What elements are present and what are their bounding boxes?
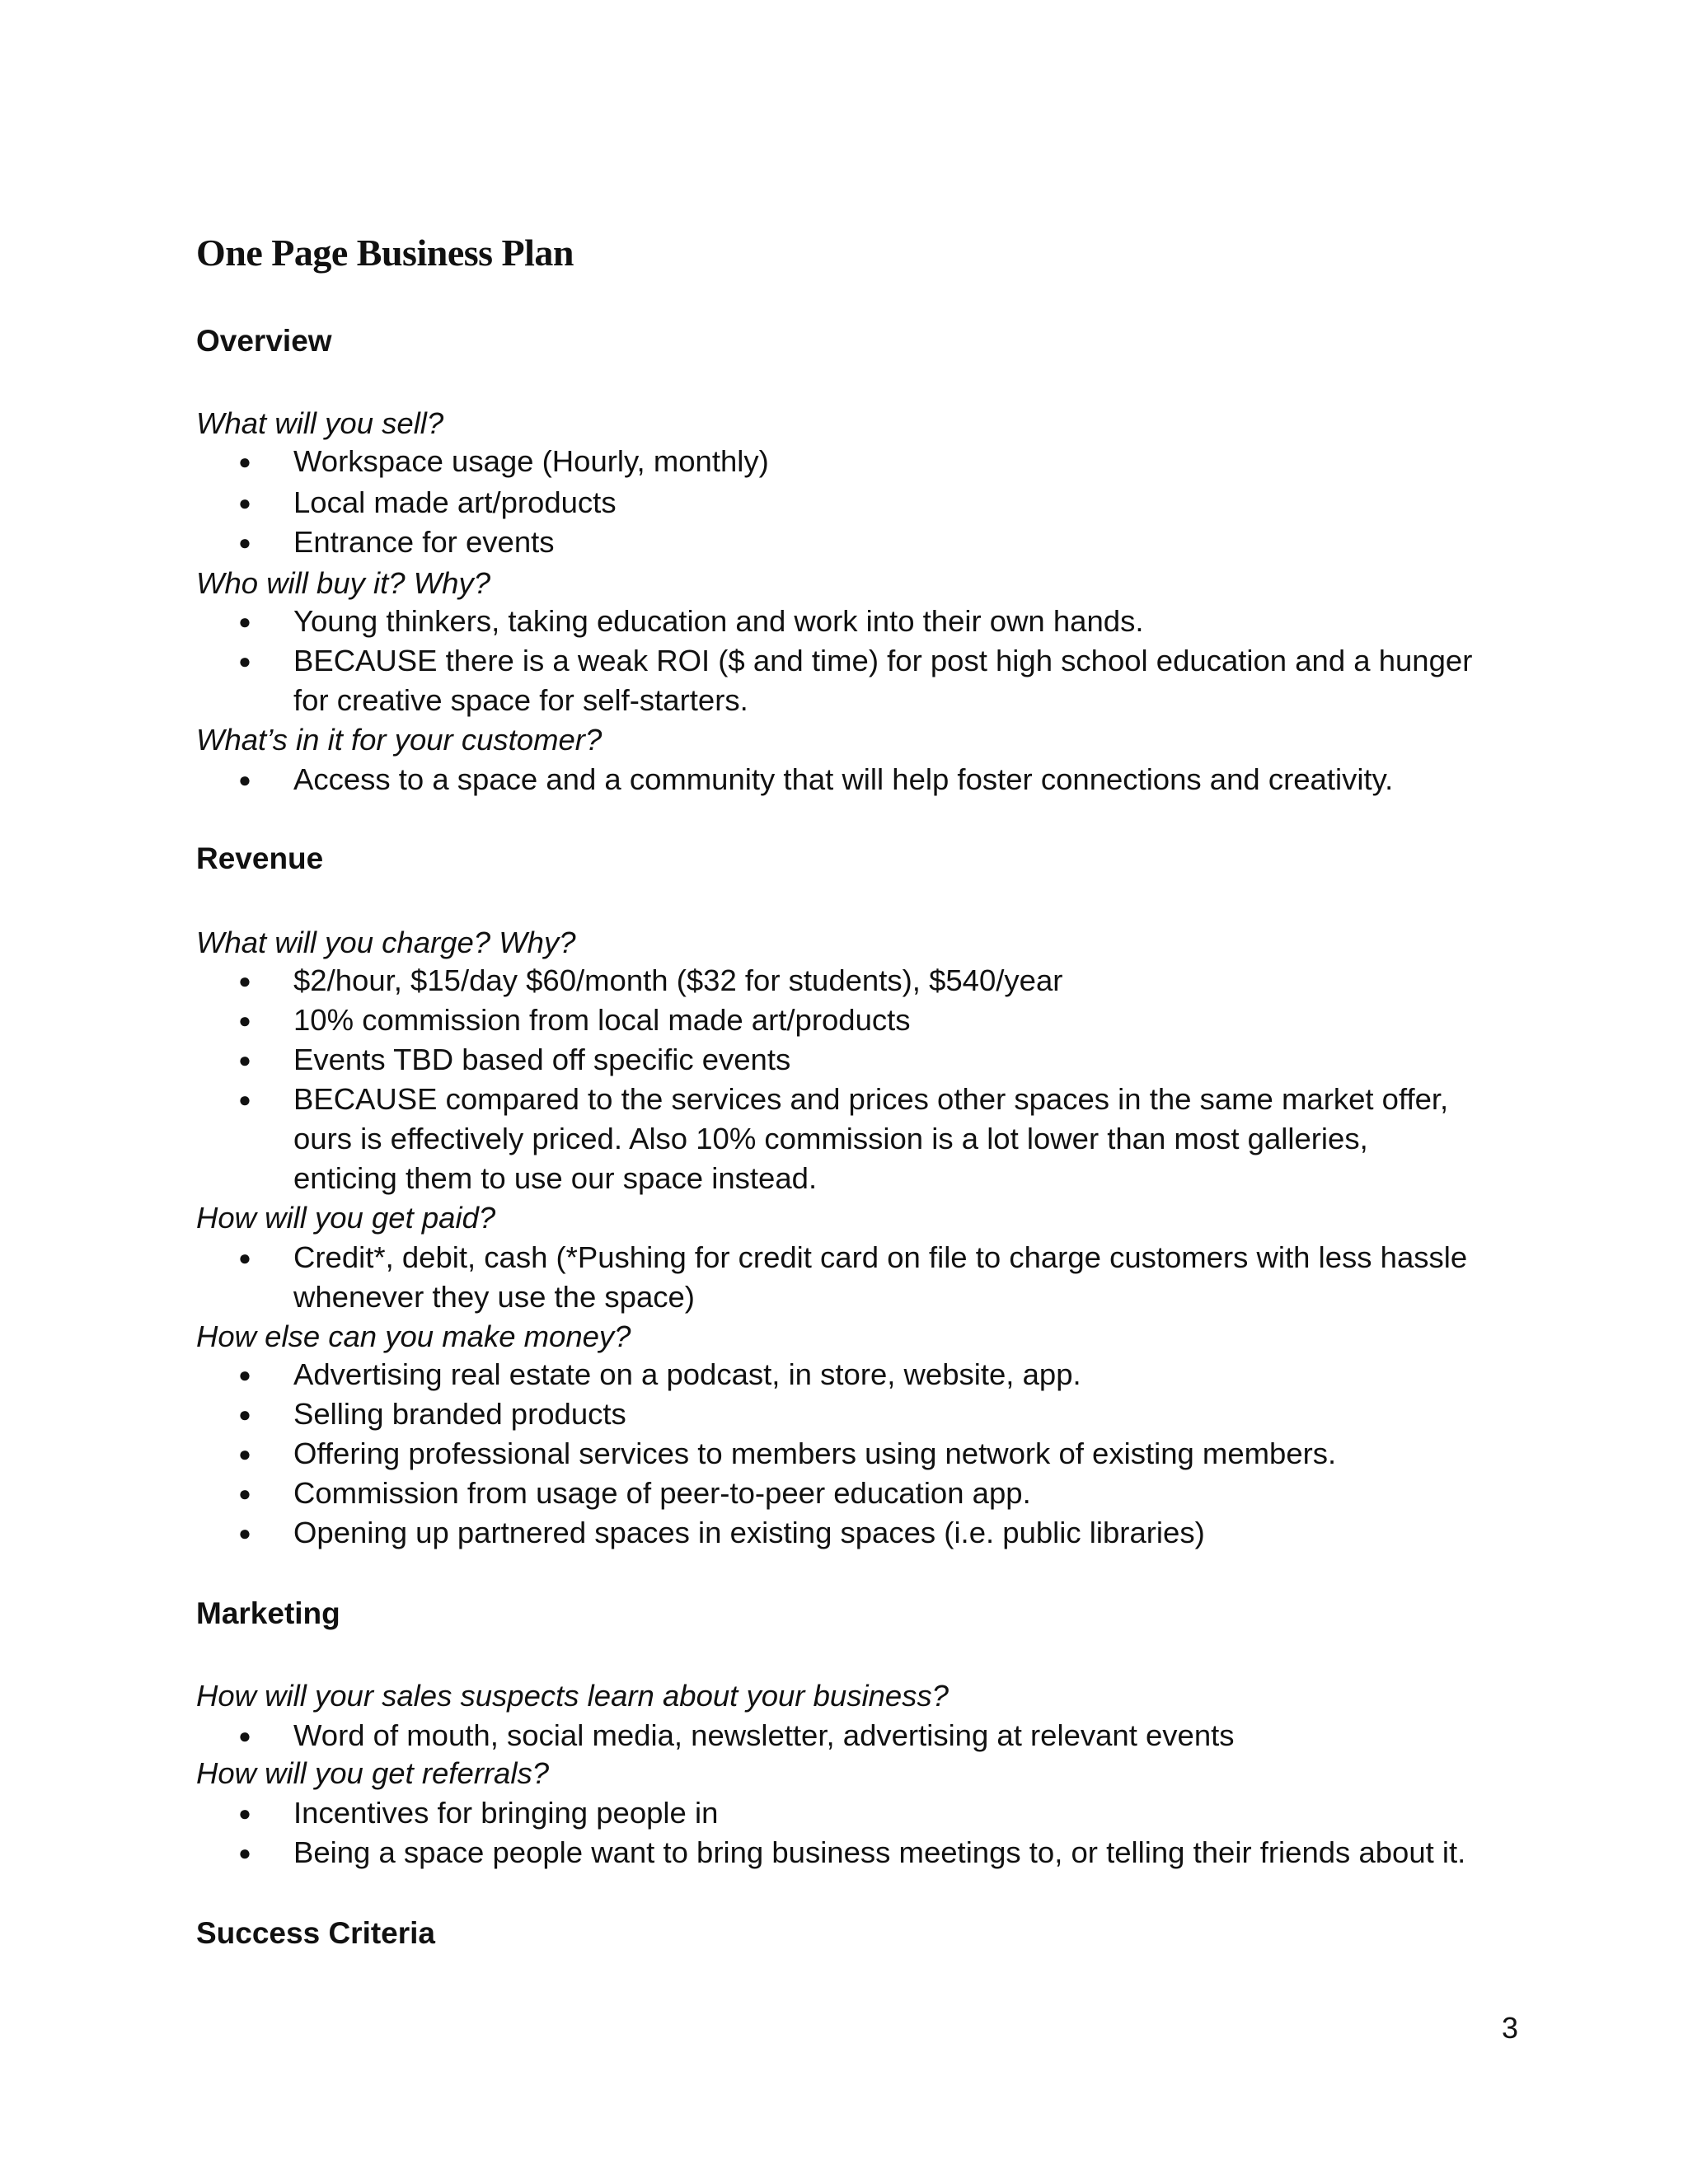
bullet-icon: ● (238, 609, 251, 634)
bullet-icon: ● (238, 1481, 251, 1506)
list-item-text: Advertising real estate on a podcast, in store, website, app. (293, 1357, 1081, 1391)
list-item-text: Offering professional services to members using network of existing members. (293, 1436, 1337, 1470)
list-item-text: BECAUSE there is a weak ROI ($ and time) for post high school education and a hunger (293, 644, 1473, 677)
bullet-icon: ● (238, 1723, 251, 1748)
bullet-icon: ● (238, 1008, 251, 1033)
section-heading-overview: Overview (196, 324, 332, 358)
bullet-icon: ● (238, 449, 251, 474)
page-number: 3 (1502, 2011, 1519, 2045)
question-whats-in-it: What’s in it for your customer? (196, 723, 603, 757)
list-item-text: $2/hour, $15/day $60/month ($32 for students), $540/year (293, 963, 1063, 997)
question-what-charge: What will you charge? Why? (196, 926, 576, 959)
list-item-continuation: enticing them to use our space instead. (293, 1161, 818, 1195)
bullet-icon: ● (238, 1087, 251, 1112)
bullet-icon: ● (238, 1245, 251, 1270)
question-make-money: How else can you make money? (196, 1319, 631, 1353)
bullet-icon: ● (238, 1441, 251, 1466)
bullet-icon: ● (238, 490, 251, 515)
list-item-text: Opening up partnered spaces in existing spaces (i.e. public libraries) (293, 1516, 1205, 1549)
question-what-sell: What will you sell? (196, 406, 444, 440)
bullet-icon: ● (238, 968, 251, 993)
list-item-text: Word of mouth, social media, newsletter, advertising at relevant events (293, 1718, 1235, 1752)
question-get-paid: How will you get paid? (196, 1201, 496, 1235)
list-item-text: Young thinkers, taking education and work into their own hands. (293, 604, 1144, 638)
question-who-buy: Who will buy it? Why? (196, 566, 490, 600)
list-item-text: Selling branded products (293, 1397, 626, 1431)
bullet-icon: ● (238, 1047, 251, 1072)
list-item-text: Incentives for bringing people in (293, 1796, 719, 1830)
list-item-continuation: for creative space for self-starters. (293, 683, 748, 717)
bullet-icon: ● (238, 530, 251, 555)
list-item-text: Credit*, debit, cash (*Pushing for credit card on file to charge customers with less hassle (293, 1240, 1468, 1274)
bullet-icon: ● (238, 767, 251, 792)
page-title: One Page Business Plan (196, 232, 574, 274)
section-heading-revenue: Revenue (196, 841, 324, 875)
list-item-continuation: whenever they use the space) (293, 1280, 695, 1314)
bullet-icon: ● (238, 1362, 251, 1387)
bullet-icon: ● (238, 1402, 251, 1427)
list-item-text: BECAUSE compared to the services and prices other spaces in the same market offer, (293, 1082, 1449, 1116)
question-learn-about: How will your sales suspects learn about your business? (196, 1679, 949, 1713)
question-referrals: How will you get referrals? (196, 1756, 550, 1790)
section-heading-marketing: Marketing (196, 1596, 340, 1630)
list-item-text: Local made art/products (293, 485, 617, 519)
bullet-icon: ● (238, 1521, 251, 1545)
list-item-text: Events TBD based off specific events (293, 1043, 791, 1076)
bullet-icon: ● (238, 1801, 251, 1825)
bullet-icon: ● (238, 649, 251, 673)
list-item-continuation: ours is effectively priced. Also 10% commission is a lot lower than most galleries, (293, 1122, 1368, 1155)
section-heading-success-criteria: Success Criteria (196, 1916, 436, 1950)
list-item-text: Entrance for events (293, 525, 555, 559)
list-item-text: Workspace usage (Hourly, monthly) (293, 444, 769, 478)
list-item-text: 10% commission from local made art/products (293, 1003, 911, 1037)
list-item-text: Commission from usage of peer-to-peer education app. (293, 1476, 1031, 1510)
bullet-icon: ● (238, 1840, 251, 1865)
list-item-text: Being a space people want to bring business meetings to, or telling their friends about it. (293, 1835, 1466, 1869)
list-item-text: Access to a space and a community that will help foster connections and creativity. (293, 762, 1394, 796)
